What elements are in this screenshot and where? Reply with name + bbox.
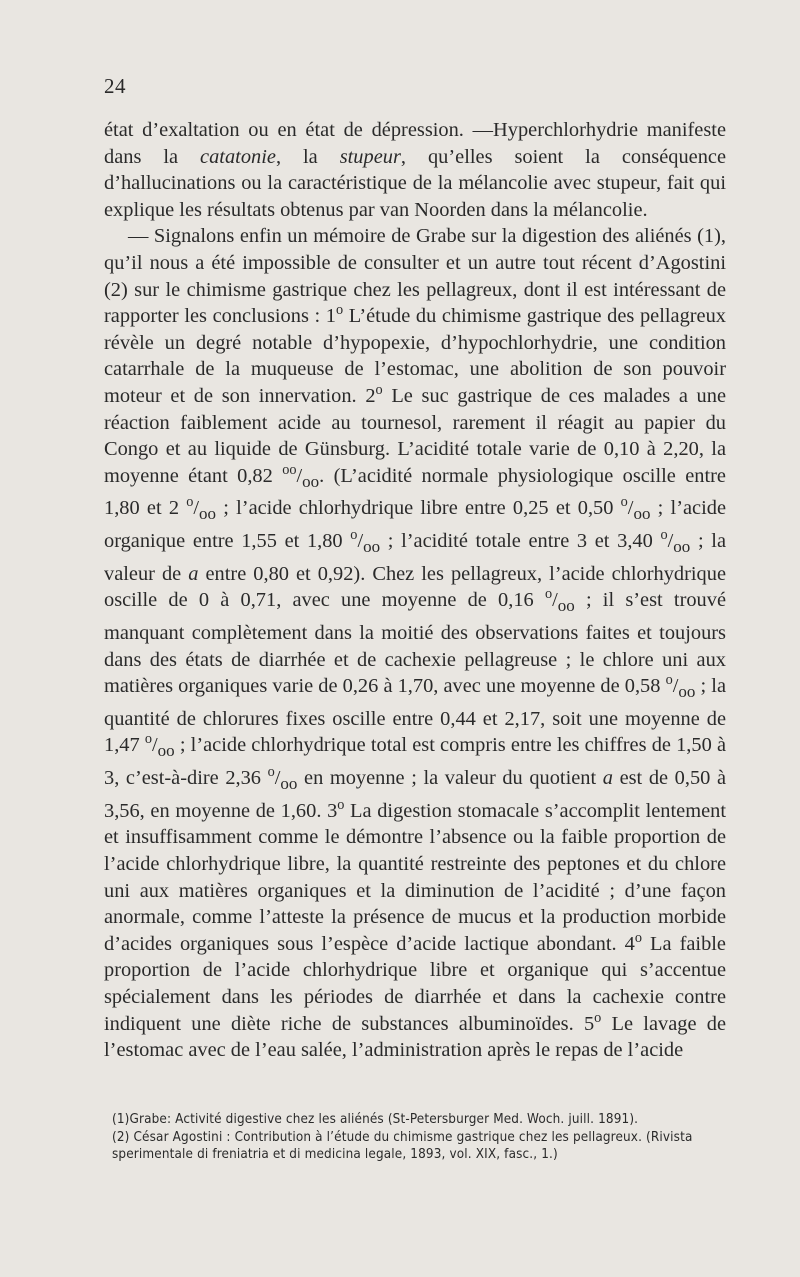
- text-run: ; il s’est trouvé manquant complètement dans la moitié des observations faites et toujours dans des états de diarrhée et de cachexie pellagreuse ; le chlore uni aux matières organiques varie de 0,26 à 1,70, avec une moyenne de 0,58: [104, 589, 727, 698]
- text-run: /: [627, 497, 634, 520]
- subscript: oo: [363, 537, 381, 557]
- text-run: ; la quantité de chlorures fixes oscille entre 0,44 et 2,17, soit une moyenne de 1,47: [104, 675, 727, 757]
- superscript: o: [186, 494, 194, 511]
- superscript: o: [620, 494, 628, 511]
- text-run: en moyenne ; la valeur du quotient: [297, 767, 603, 790]
- text-run: /: [296, 464, 303, 487]
- footnote: (1)Grabe: Activité digestive chez les aliénés (St-Petersburger Med. Woch. juill. 1891).: [112, 1112, 639, 1127]
- text-run: — Signalons enfin un mémoire de Grabe sur la digestion des aliénés (1), qu’il nous a été impossible de consulter et un autre tout récent d’Agostini (2) sur le chimisme gastrique chez les pellagreux, dont il est intéressant de rapporter les conclusions : 1: [104, 225, 726, 328]
- text-run: La faible proportion de l’acide chlorhydrique libre et organique qui s’accentue spécialement dans les périodes de diarrhée et dans la cachexie contre indiquent une diète riche de substances albuminoïdes. 5: [104, 932, 726, 1035]
- text-run: ; l’acidité totale entre 3 et 3,40: [380, 530, 661, 553]
- superscript: o: [350, 527, 358, 544]
- superscript: o: [267, 764, 275, 781]
- subscript: oo: [673, 537, 691, 557]
- text-run: ; la valeur de: [104, 530, 726, 585]
- superscript: o: [544, 586, 553, 603]
- paragraph: [104, 223, 726, 1063]
- text-run: L’étude du chimisme gastrique des pellagreux révèle un degré notable d’hypopexie, d’hypochlorhydrie, une condition catarrhale de la muqueuse de l’estomac, une abolition de son pouvoir moteur et de son innervation. 2: [104, 305, 727, 407]
- superscript: o: [375, 382, 383, 399]
- text-run: /: [552, 589, 558, 612]
- text-run: /: [672, 675, 679, 698]
- superscript: oo: [282, 461, 297, 478]
- text-run: /: [193, 497, 200, 520]
- superscript: o: [335, 302, 344, 319]
- italic-text: a: [188, 562, 199, 585]
- text-run: /: [667, 530, 674, 553]
- subscript: oo: [157, 741, 175, 761]
- text-run: état d’exaltation ou en état de dépression. —Hyperchlorhydrie manifeste dans la: [104, 119, 726, 168]
- superscript: o: [660, 527, 668, 544]
- italic-text: a: [602, 767, 613, 790]
- text-run: , qu’elles soient la conséquence d’hallucinations ou la caractéristique de la mélancolie avec stupeur, fait qui explique les résultats obtenus par van Noorden dans la mélancolie.: [104, 145, 727, 221]
- body-text: [104, 117, 726, 1064]
- subscript: oo: [557, 596, 575, 616]
- subscript: oo: [633, 504, 651, 524]
- text-run: ; l’acide chlorhydrique total est compris entre les chiffres de 1,50 à 3, c’est-à-dire 2,36: [104, 734, 726, 790]
- italic-text: stupeur: [339, 145, 401, 168]
- footnote: (2) César Agostini : Contribution à l’étude du chimisme gastrique chez les pellagreux. (Rivista sperimentale di freniatria et di medicina legale, 1893, vol. XIX, fasc., 1.): [112, 1129, 693, 1162]
- paragraph: [104, 117, 726, 223]
- italic-text: catatonie: [200, 145, 276, 168]
- text-run: La digestion stomacale s’accomplit lentement et insuffisamment comme le démontre l’absence ou la faible proportion de l’acide chlorhydrique libre, la quantité restreinte des peptones et du chlore uni aux matières organiques et la diminution de l’acidité ; d’une façon anormale, comme l’atteste la présence de mucus et la production morbide d’acides organiques sous l’espèce d’acide lactique abondant. 4: [104, 799, 726, 955]
- superscript: o: [144, 731, 152, 748]
- text-run: , la: [275, 145, 340, 168]
- text-run: ; l’acide chlorhydrique libre entre 0,25 et 0,50: [216, 497, 621, 520]
- superscript: o: [634, 929, 642, 946]
- text-run: . (L’acidité normale physiologique oscille entre 1,80 et 2: [104, 464, 726, 520]
- text-run: Le suc gastrique de ces malades a une réaction faiblement acide au tournesol, rarement il réagit au papier du Congo et au liquide de Günsburg. L’acidité totale varie de 0,10 à 2,20, la moyenne étant 0,82: [104, 384, 726, 487]
- subscript: oo: [199, 504, 217, 524]
- text-run: entre 0,80 et 0,92). Chez les pellagreux, l’acide chlorhydrique oscille de 0 à 0,71, avec une moyenne de 0,16: [104, 562, 726, 612]
- text-run: /: [274, 767, 281, 790]
- page-number: 24: [104, 74, 126, 98]
- footnotes: [112, 1111, 726, 1164]
- superscript: o: [337, 797, 345, 813]
- superscript: o: [594, 1009, 602, 1026]
- text-run: /: [152, 734, 158, 757]
- subscript: oo: [302, 471, 320, 491]
- subscript: oo: [678, 682, 696, 702]
- text-run: /: [357, 530, 364, 553]
- text-run: est de 0,50 à 3,56, en moyenne de 1,60. 3: [104, 767, 726, 822]
- text-run: ; l’acide organique entre 1,55 et 1,80: [104, 497, 727, 553]
- superscript: o: [665, 672, 673, 689]
- text-run: Le lavage de l’estomac avec de l’eau salée, l’administration après le repas de l’acide: [104, 1012, 726, 1062]
- subscript: oo: [280, 774, 298, 794]
